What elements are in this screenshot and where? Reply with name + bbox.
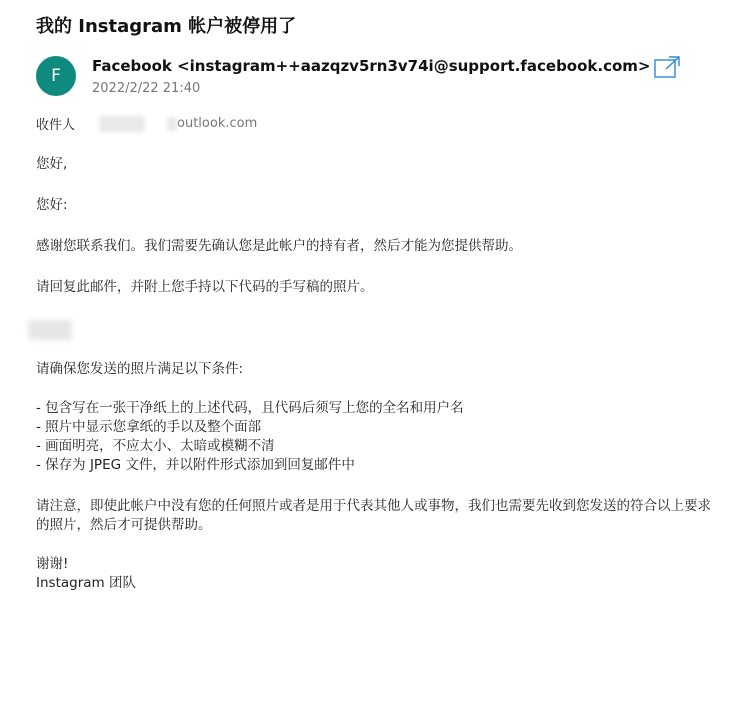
redacted-recipient bbox=[99, 116, 145, 132]
open-in-new-window-icon[interactable] bbox=[654, 56, 680, 78]
email-subject: 我的 Instagram 帐户被停用了 bbox=[36, 16, 297, 37]
greeting-2: 您好: bbox=[36, 197, 68, 213]
recipient-domain: outlook.com bbox=[177, 116, 258, 131]
email-body bbox=[36, 155, 716, 593]
sender-avatar bbox=[36, 56, 76, 96]
sent-date: 2022/2/22 21:40 bbox=[92, 81, 201, 96]
recipient-label: 收件人 bbox=[36, 118, 76, 133]
paragraph-1: 感谢您联系我们。我们需要先确认您是此帐户的持有者，然后才能为您提供帮助。 bbox=[36, 238, 522, 254]
sender-name: Facebook <instagram++aazqzv5rn3v74i@support.facebook.com> bbox=[92, 57, 651, 75]
condition-item: - 保存为 JPEG 文件，并以附件形式添加到回复邮件中 bbox=[36, 457, 355, 473]
signature: Instagram 团队 bbox=[36, 575, 136, 591]
avatar-initial: F bbox=[51, 66, 61, 86]
greeting-1: 您好, bbox=[36, 156, 68, 172]
redacted-recipient-part bbox=[167, 117, 177, 131]
thanks: 谢谢! bbox=[36, 556, 69, 572]
conditions-intro: 请确保您发送的照片满足以下条件: bbox=[36, 361, 244, 377]
paragraph-2: 请回复此邮件，并附上您手持以下代码的手写稿的照片。 bbox=[36, 279, 374, 295]
condition-item: - 照片中显示您拿纸的手以及整个面部 bbox=[36, 419, 262, 435]
condition-item: - 画面明亮，不应太小、太暗或模糊不清 bbox=[36, 438, 275, 454]
condition-item: - 包含写在一张干净纸上的上述代码，且代码后须写上您的全名和用户名 bbox=[36, 400, 464, 416]
recipient-row bbox=[36, 114, 257, 133]
note-paragraph: 请注意，即使此帐户中没有您的任何照片或者是用于代表其他人或事物，我们也需要先收到您发送的符合以上要求的照片，然后才可提供帮助。 bbox=[36, 498, 711, 533]
